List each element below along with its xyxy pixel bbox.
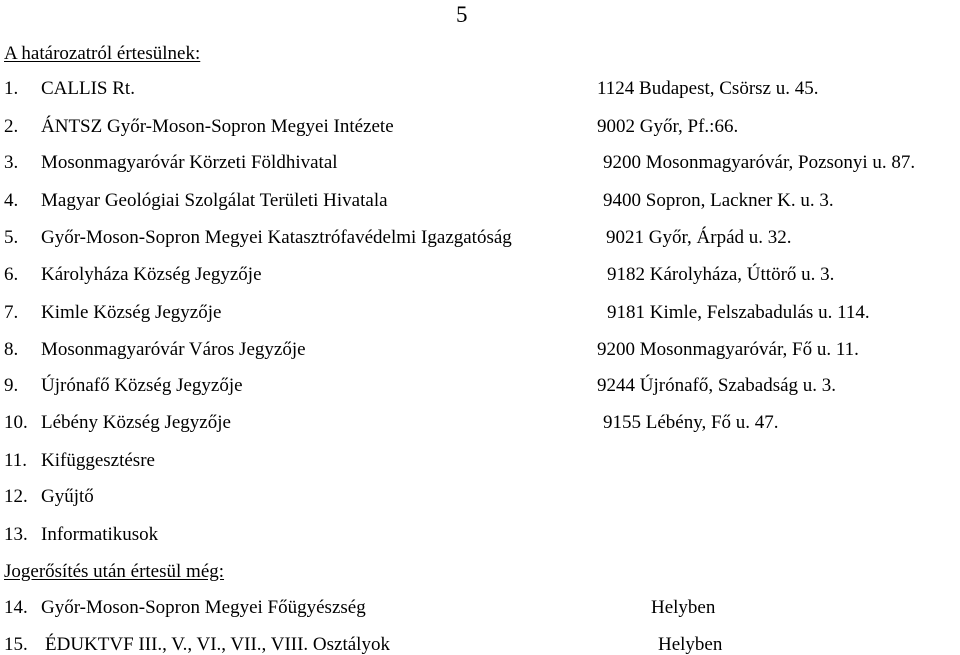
recipient-name: Lébény Község Jegyzője: [41, 412, 231, 433]
recipient-address: 9155 Lébény, Fő u. 47.: [603, 412, 779, 433]
recipient-name: ÉDUKTVF III., V., VI., VII., VIII. Osztályok: [45, 634, 390, 655]
recipient-address: 9002 Győr, Pf.:66.: [597, 116, 739, 137]
recipient-address: 9021 Győr, Árpád u. 32.: [606, 227, 792, 248]
recipient-number: 15.: [4, 634, 28, 655]
recipient-address: 9181 Kimle, Felszabadulás u. 114.: [607, 302, 870, 323]
recipient-name: Mosonmagyaróvár Körzeti Földhivatal: [41, 152, 338, 173]
recipient-number: 14.: [4, 597, 28, 618]
recipient-address: Helyben: [651, 597, 716, 618]
recipient-number: 1.: [4, 78, 19, 99]
recipient-name: Győr-Moson-Sopron Megyei Főügyészség: [41, 597, 366, 618]
recipient-address: 9400 Sopron, Lackner K. u. 3.: [603, 190, 834, 211]
recipient-name: Magyar Geológiai Szolgálat Területi Hivatala: [41, 190, 388, 211]
recipient-number: 5.: [4, 227, 19, 248]
recipient-address: 1124 Budapest, Csörsz u. 45.: [597, 78, 819, 99]
recipient-name: ÁNTSZ Győr-Moson-Sopron Megyei Intézete: [41, 116, 394, 137]
recipient-name: Kifüggesztésre: [41, 450, 155, 471]
recipient-name: CALLIS Rt.: [41, 78, 135, 99]
recipient-address: 9244 Újrónafő, Szabadság u. 3.: [597, 375, 837, 396]
recipient-number: 11.: [4, 450, 28, 471]
recipient-name: Kimle Község Jegyzője: [41, 302, 222, 323]
recipient-number: 10.: [4, 412, 28, 433]
recipient-number: 12.: [4, 486, 28, 507]
recipient-name: Gyűjtő: [41, 486, 94, 507]
recipient-address: Helyben: [658, 634, 723, 655]
recipient-number: 2.: [4, 116, 19, 137]
recipient-name: Mosonmagyaróvár Város Jegyzője: [41, 339, 306, 360]
recipient-name: Újrónafő Község Jegyzője: [41, 375, 243, 396]
recipient-address: 9182 Károlyháza, Úttörő u. 3.: [607, 264, 835, 285]
recipient-address: 9200 Mosonmagyaróvár, Pozsonyi u. 87.: [603, 152, 916, 173]
recipient-number: 8.: [4, 339, 19, 360]
recipient-address: 9200 Mosonmagyaróvár, Fő u. 11.: [597, 339, 859, 360]
recipient-number: 3.: [4, 152, 19, 173]
recipient-number: 4.: [4, 190, 19, 211]
final-heading: Jogerősítés után értesül még:: [4, 561, 225, 582]
recipient-number: 13.: [4, 524, 28, 545]
recipient-number: 6.: [4, 264, 19, 285]
recipient-number: 7.: [4, 302, 19, 323]
page-number: 5: [456, 2, 468, 27]
recipient-name: Győr-Moson-Sopron Megyei Katasztrófavédelmi Igazgatóság: [41, 227, 512, 248]
recipient-number: 9.: [4, 375, 19, 396]
notice-heading: A határozatról értesülnek:: [4, 43, 201, 64]
recipient-name: Károlyháza Község Jegyzője: [41, 264, 262, 285]
recipient-name: Informatikusok: [41, 524, 159, 545]
